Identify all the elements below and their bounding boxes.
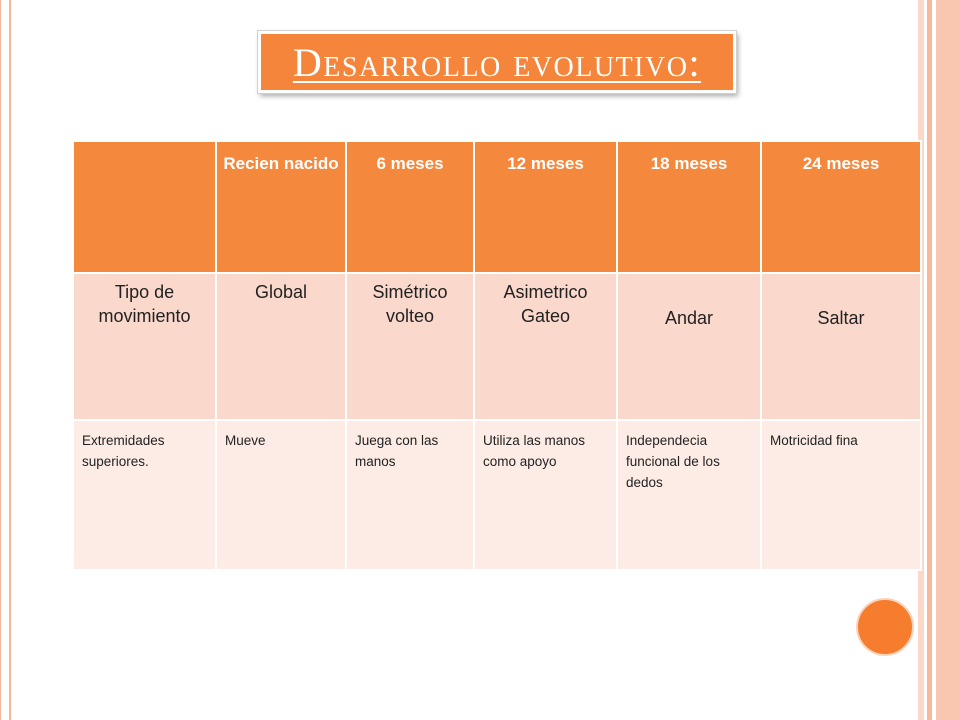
- orange-circle-icon: [856, 598, 914, 656]
- table-row: [73, 273, 921, 420]
- table-header-row: [73, 141, 921, 273]
- page-title: Desarrollo evolutivo:: [292, 39, 702, 85]
- table-cell: Motricidad fina: [761, 420, 921, 570]
- table-cell: Simétrico volteo: [346, 273, 474, 420]
- table-cell: Saltar: [761, 273, 921, 420]
- header-cell-12-months: 12 meses: [474, 141, 617, 273]
- header-cell-6-months: 6 meses: [346, 141, 474, 273]
- table-cell: Utiliza las manos como apoyo: [474, 420, 617, 570]
- table-row: [73, 420, 921, 570]
- row-label-movement-type: Tipo de movimiento: [73, 273, 216, 420]
- header-cell-newborn: Recien nacido: [216, 141, 346, 273]
- table-cell: Independecia funcional de los dedos: [617, 420, 761, 570]
- table-cell: Asimetrico Gateo: [474, 273, 617, 420]
- header-cell-empty: [73, 141, 216, 273]
- row-label-upper-limbs: Extremidades superiores.: [73, 420, 216, 570]
- title-box: [258, 31, 736, 93]
- development-table: [72, 140, 922, 571]
- slide-frame-left: [0, 0, 13, 720]
- table-cell: Andar: [617, 273, 761, 420]
- table-cell: Mueve: [216, 420, 346, 570]
- header-cell-18-months: 18 meses: [617, 141, 761, 273]
- slide-frame-right: [918, 0, 960, 720]
- table-cell: Juega con las manos: [346, 420, 474, 570]
- table-cell: Global: [216, 273, 346, 420]
- header-cell-24-months: 24 meses: [761, 141, 921, 273]
